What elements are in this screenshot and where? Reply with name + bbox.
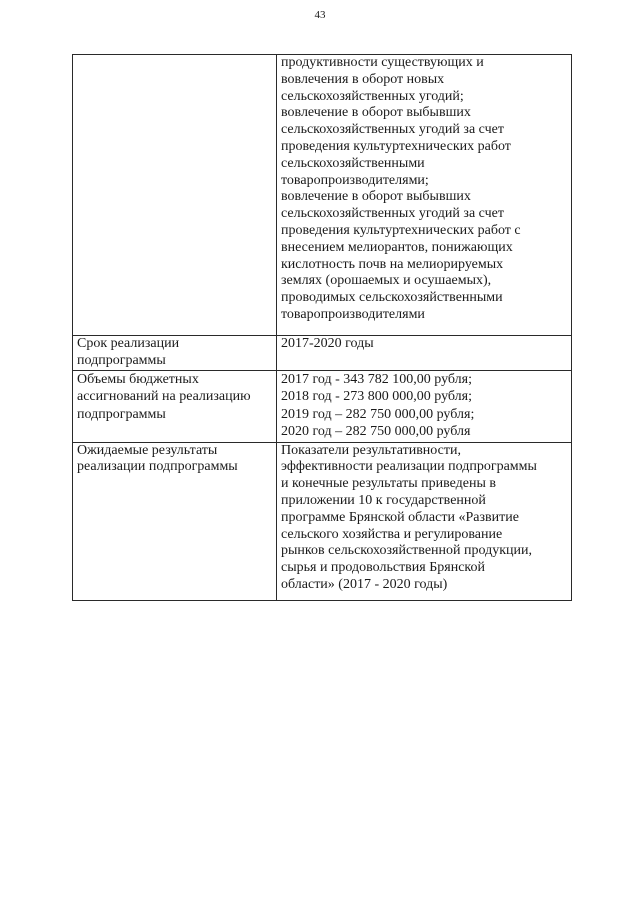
table-row-term xyxy=(73,336,572,371)
text-line: товаропроизводителями; xyxy=(281,172,429,188)
text-line: 2017-2020 годы xyxy=(281,336,374,351)
text-line: вовлечения в оборот новых xyxy=(281,71,445,87)
value-cell-results xyxy=(277,442,572,600)
text-line: эффективности реализации подпрограммы xyxy=(281,459,537,475)
text-line: продуктивности существующих и xyxy=(281,55,484,70)
text-line: внесением мелиорантов, понижающих xyxy=(281,239,513,255)
table-row-results xyxy=(73,442,572,600)
text-line: и конечные результаты приведены в xyxy=(281,476,496,492)
subprogram-passport-table xyxy=(72,54,572,601)
text-line: сельскохозяйственных угодий за счет xyxy=(281,122,504,138)
text-line: 2018 год - 273 800 000,00 рубля; xyxy=(281,389,472,405)
text-line: проведения культуртехнических работ с xyxy=(281,222,521,238)
text-line: сырья и продовольствия Брянской xyxy=(281,560,485,576)
text-line: сельскохозяйственных угодий за счет xyxy=(281,206,504,222)
table-row-continued xyxy=(73,55,572,336)
value-cell-budget xyxy=(277,370,572,442)
value-cell-term xyxy=(277,336,572,371)
text-line: Срок реализации xyxy=(77,336,180,351)
text-line: Показатели результативности, xyxy=(281,442,461,458)
label-cell-continued xyxy=(73,55,277,336)
text-line: 2020 год – 282 750 000,00 рубля xyxy=(281,424,471,440)
value-cell-continued xyxy=(277,55,572,336)
text-line: проведения культуртехнических работ xyxy=(281,138,511,154)
text-line: рынков сельскохозяйственной продукции, xyxy=(281,543,532,559)
page-number: 43 xyxy=(314,9,326,21)
text-line: Ожидаемые результаты xyxy=(77,442,218,458)
text-line: товаропроизводителями xyxy=(281,306,425,322)
text-line: подпрограммы xyxy=(77,352,166,368)
text-line: программе Брянской области «Развитие xyxy=(281,509,519,525)
label-cell-budget xyxy=(73,370,277,442)
table-row-budget xyxy=(73,370,572,442)
text-line: кислотность почв на мелиорируемых xyxy=(281,256,504,272)
text-line: ассигнований на реализацию xyxy=(77,389,251,405)
text-line: подпрограммы xyxy=(77,406,166,422)
text-line: приложении 10 к государственной xyxy=(281,492,486,508)
text-line: сельского хозяйства и регулирование xyxy=(281,526,503,542)
text-line: землях (орошаемых и осушаемых), xyxy=(281,273,492,289)
text-line: проводимых сельскохозяйственными xyxy=(281,290,503,306)
text-line: вовлечение в оборот выбывших xyxy=(281,189,471,205)
text-line: реализации подпрограммы xyxy=(77,459,238,475)
text-line: сельскохозяйственными xyxy=(281,155,425,171)
text-line: 2019 год – 282 750 000,00 рубля; xyxy=(281,406,475,422)
text-line: Объемы бюджетных xyxy=(77,371,199,387)
label-cell-term xyxy=(73,336,277,371)
label-cell-results xyxy=(73,442,277,600)
text-line: области» (2017 - 2020 годы) xyxy=(281,576,448,592)
text-line: вовлечение в оборот выбывших xyxy=(281,105,471,121)
text-line: сельскохозяйственных угодий; xyxy=(281,88,464,104)
text-line: 2017 год - 343 782 100,00 рубля; xyxy=(281,371,472,387)
